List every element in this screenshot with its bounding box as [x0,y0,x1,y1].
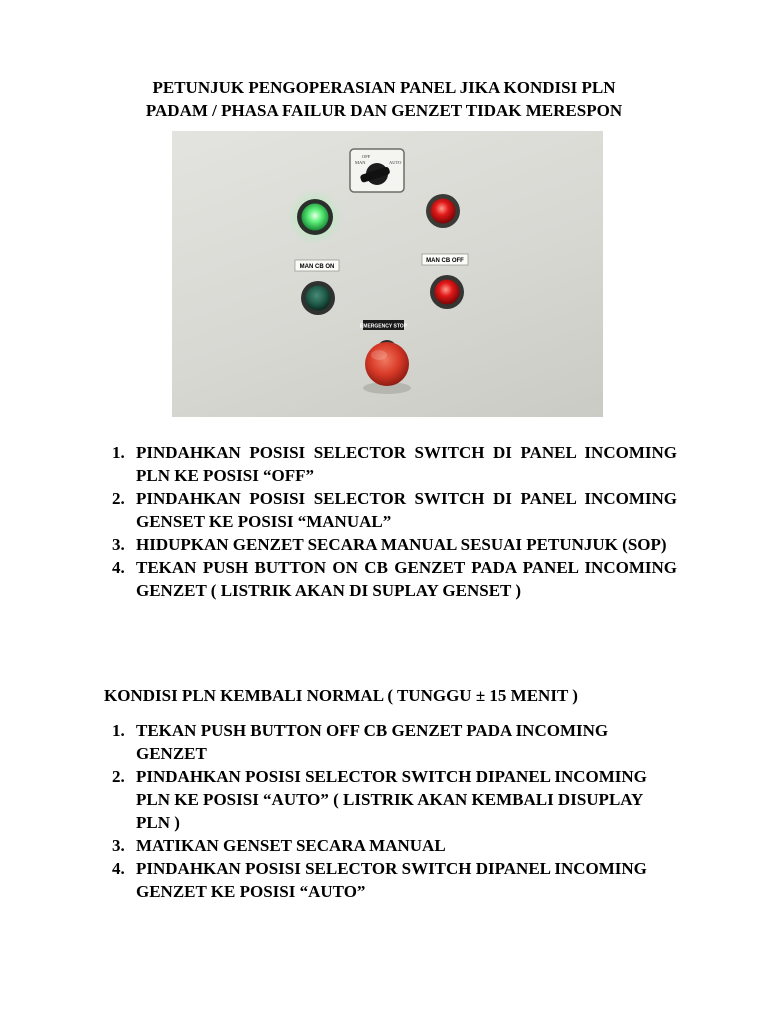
svg-text:MAN: MAN [355,160,366,165]
step-number: 4. [112,859,125,878]
list-item [112,857,677,903]
step-text: MATIKAN GENSET SECARA MANUAL [136,836,446,855]
step-number: 1. [112,443,125,462]
list-item [112,765,677,834]
list-item [112,834,677,857]
document-title [60,76,708,122]
label-man-cb-off-text: MAN CB OFF [426,258,464,264]
green-lamp [287,189,343,245]
step-number: 2. [112,767,125,786]
steps-pln-normal-list [112,719,677,903]
list-item [112,533,677,556]
section-heading-pln-normal: KONDISI PLN KEMBALI NORMAL ( TUNGGU ± 15 MENIT ) [104,686,578,705]
svg-text:OFF: OFF [362,154,371,159]
label-man-cb-off [422,254,468,265]
step-number: 2. [112,489,125,508]
list-item [112,441,677,487]
title-line-2: PADAM / PHASA FAILUR DAN GENZET TIDAK MERESPON [145,101,623,120]
step-number: 3. [112,535,125,554]
selector-switch [350,149,404,192]
step-text: TEKAN PUSH BUTTON OFF CB GENZET PADA INCOMING GENZET [136,721,609,763]
step-text: PINDAHKAN POSISI SELECTOR SWITCH DI PANEL INCOMING GENSET KE POSISI “MANUAL” [136,489,677,531]
emergency-stop-button [363,340,411,394]
man-cb-on-button [301,281,335,315]
red-lamp [426,194,460,228]
step-number: 3. [112,836,125,855]
label-emergency-stop [360,320,408,330]
svg-text:AUTO: AUTO [389,160,402,165]
step-text: HIDUPKAN GENZET SECARA MANUAL SESUAI PETUNJUK (SOP) [136,535,667,554]
man-cb-off-button [430,275,464,309]
step-number: 1. [112,721,125,740]
label-emergency-stop-text: EMERGENCY STOP [359,323,408,330]
steps-pln-off-list [112,441,677,602]
step-text: PINDAHKAN POSISI SELECTOR SWITCH DIPANEL INCOMING PLN KE POSISI “AUTO” ( LISTRIK AKAN KEMBALI DISUPLAY PLN ) [136,767,647,832]
label-man-cb-on-text: MAN CB ON [299,264,335,270]
step-number: 4. [112,558,125,577]
step-text: TEKAN PUSH BUTTON ON CB GENZET PADA PANEL INCOMING GENZET ( LISTRIK AKAN DI SUPLAY GENSET ) [136,558,677,600]
panel-illustration [172,131,603,417]
list-item [112,556,677,602]
list-item [112,487,677,533]
title-line-1: PETUNJUK PENGOPERASIAN PANEL JIKA KONDISI PLN [152,78,616,97]
list-item [112,719,677,765]
step-text: PINDAHKAN POSISI SELECTOR SWITCH DI PANEL INCOMING PLN KE POSISI “OFF” [136,443,677,485]
label-man-cb-on [295,260,339,271]
panel-photo [172,131,603,417]
step-text: PINDAHKAN POSISI SELECTOR SWITCH DIPANEL INCOMING GENZET KE POSISI “AUTO” [136,859,647,901]
